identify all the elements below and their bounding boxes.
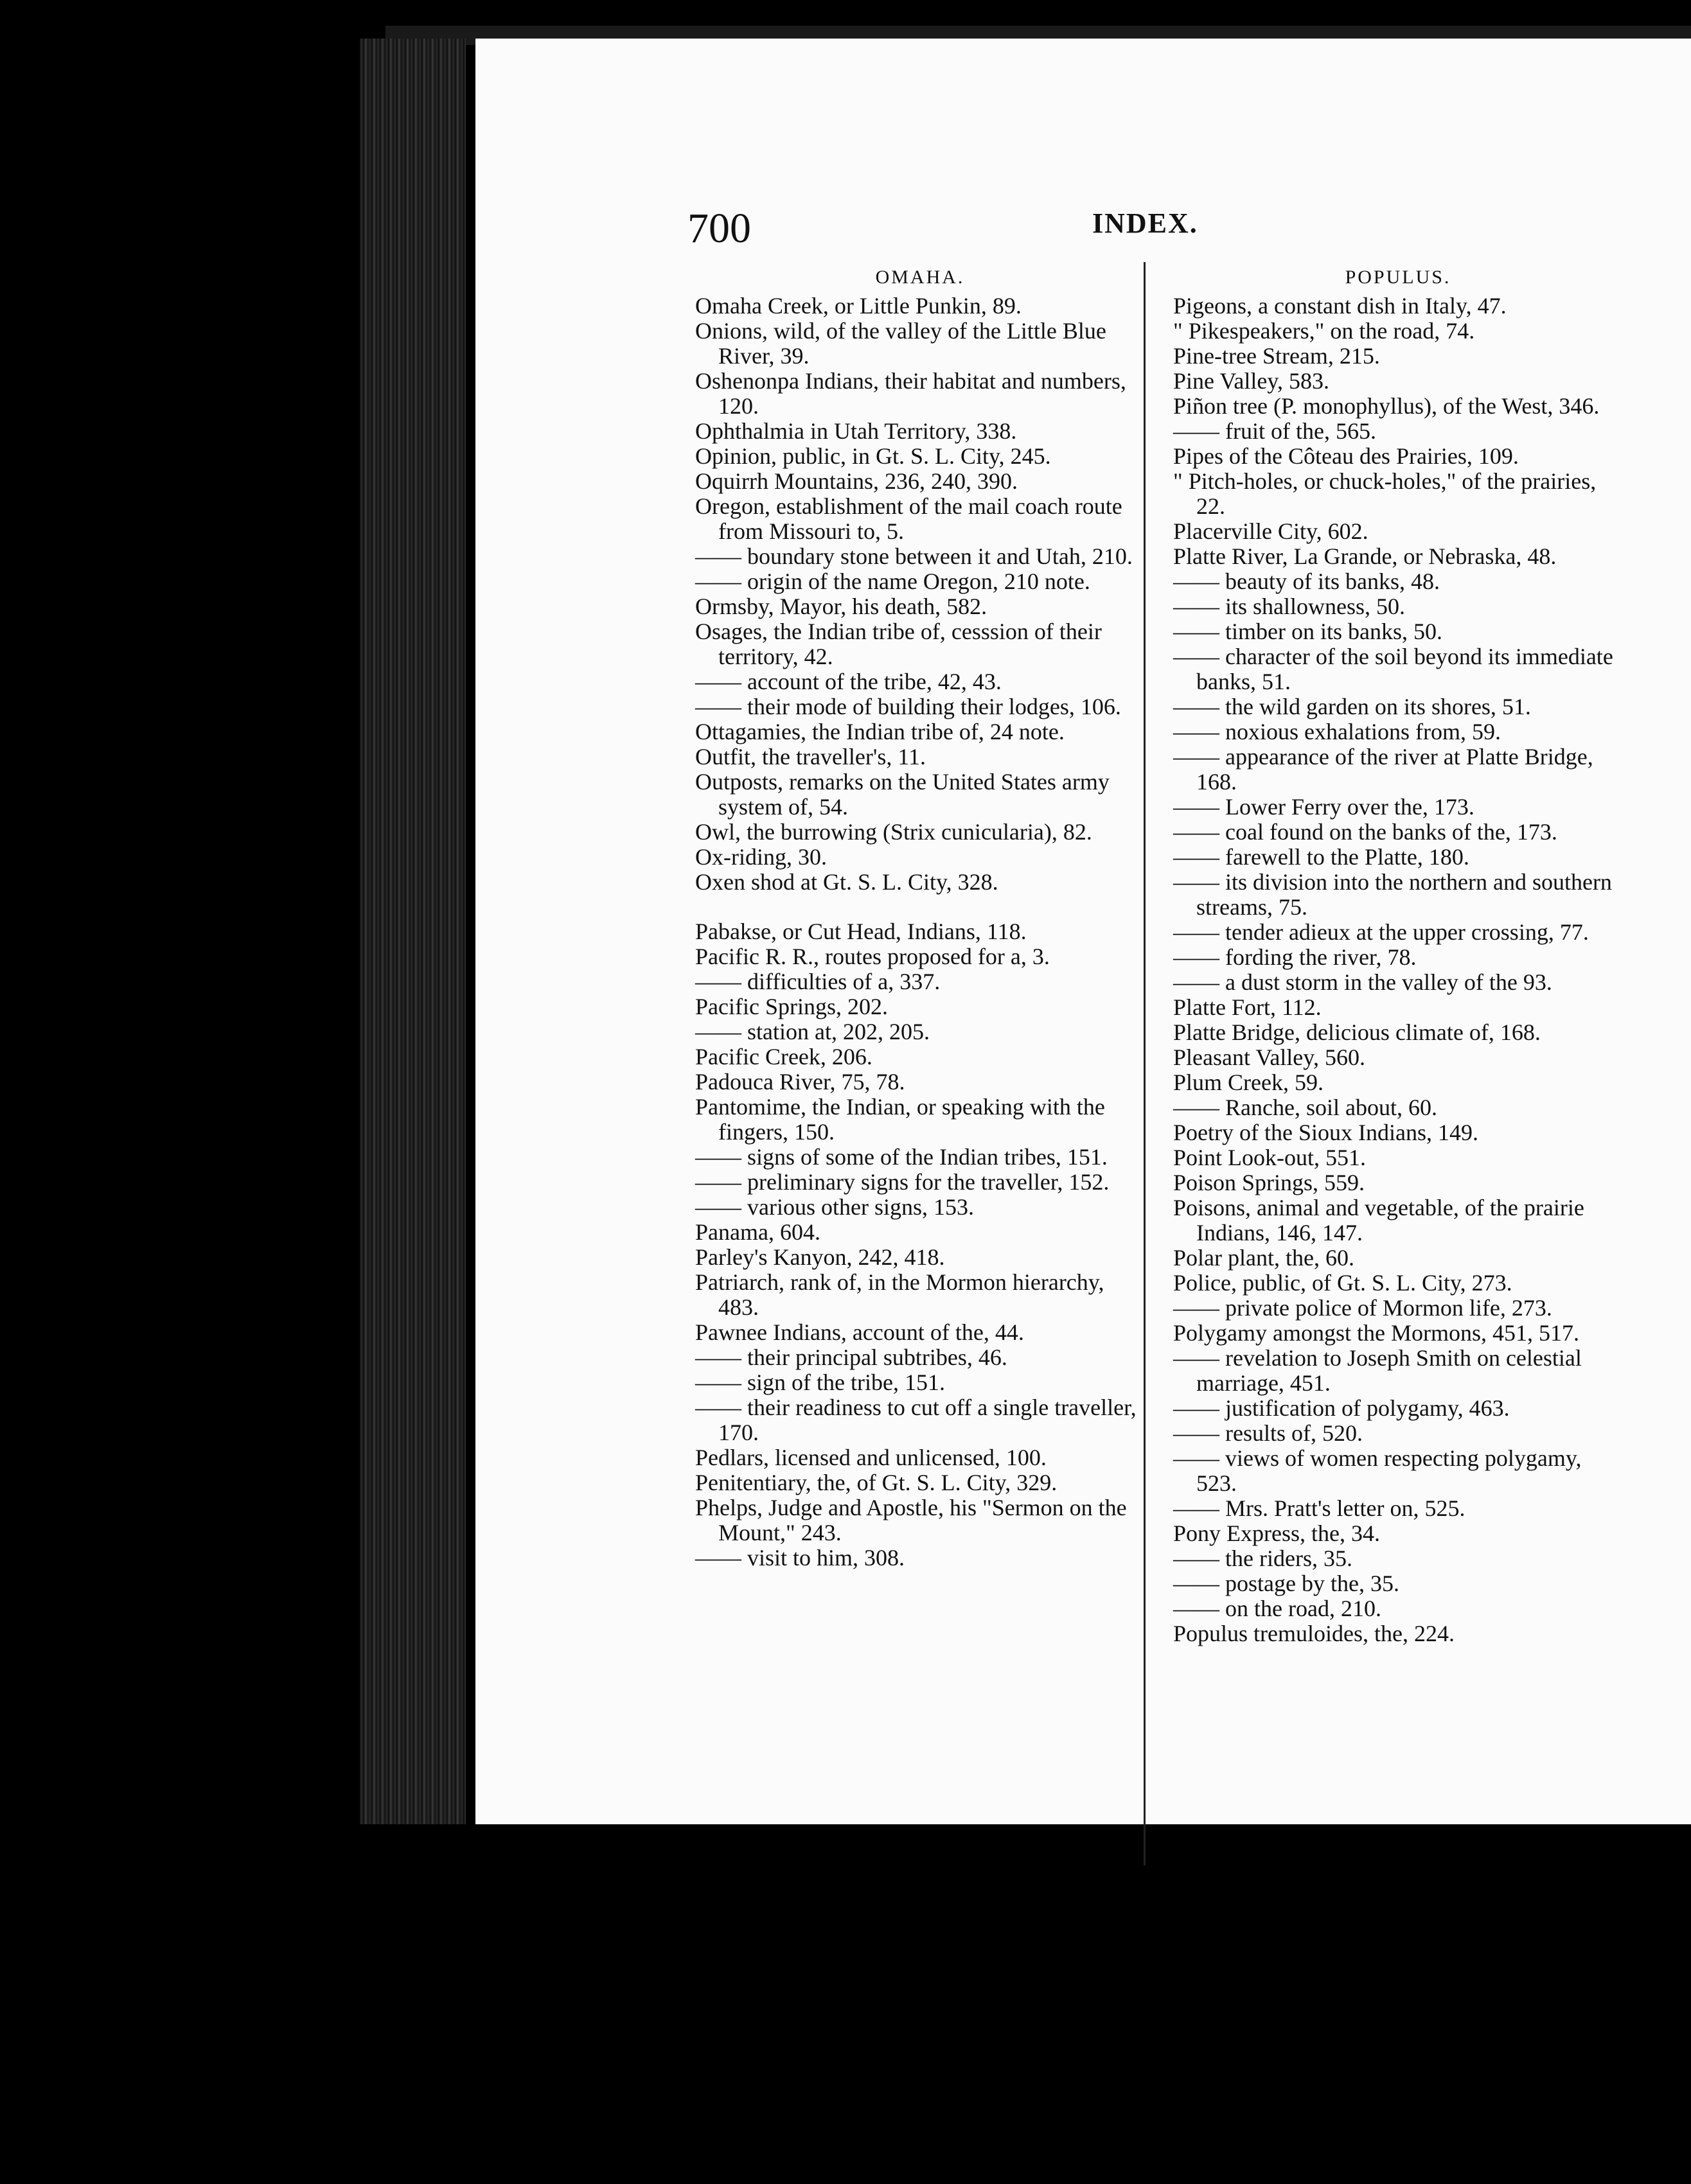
index-entry: —— tender adieux at the upper crossing, 77.: [1173, 919, 1589, 945]
index-entry: Polygamy amongst the Mormons, 451, 517.: [1173, 1320, 1579, 1346]
index-column-left: [695, 265, 1145, 1571]
index-entry: Onions, wild, of the valley of the Little Blue River, 39.: [695, 318, 1106, 369]
index-entry: —— sign of the tribe, 151.: [695, 1369, 945, 1395]
index-entry: Ormsby, Mayor, his death, 582.: [695, 594, 987, 619]
column-heading-left: OMAHA.: [875, 267, 965, 288]
index-entry: —— on the road, 210.: [1173, 1596, 1381, 1621]
index-entry: Pleasant Valley, 560.: [1173, 1044, 1365, 1070]
index-entry: —— their principal subtribes, 46.: [695, 1344, 1007, 1370]
running-head: INDEX.: [1092, 207, 1198, 239]
index-entry: —— character of the soil beyond its immediate banks, 51.: [1173, 644, 1613, 694]
index-entry: Panama, 604.: [695, 1219, 820, 1245]
index-entry: Ottagamies, the Indian tribe of, 24 note.: [695, 719, 1065, 744]
index-entry: —— visit to him, 308.: [695, 1545, 905, 1571]
index-entry: Piñon tree (P. monophyllus), of the West, 346.: [1173, 393, 1600, 419]
index-entry: —— the riders, 35.: [1173, 1546, 1352, 1571]
index-entry: —— preliminary signs for the traveller, 152.: [695, 1169, 1110, 1195]
page-edges: [360, 39, 466, 1824]
index-column-right: [1173, 265, 1623, 1646]
index-entry: Patriarch, rank of, in the Mormon hierarchy, 483.: [695, 1269, 1104, 1320]
index-entry: Oregon, establishment of the mail coach route from Missouri to, 5.: [695, 493, 1122, 544]
index-entry: Pacific Springs, 202.: [695, 994, 888, 1019]
index-entry: —— difficulties of a, 337.: [695, 969, 941, 994]
index-entry: Omaha Creek, or Little Punkin, 89.: [695, 293, 1022, 319]
index-entry: Osages, the Indian tribe of, cesssion of their territory, 42.: [695, 619, 1102, 669]
index-entry: —— farewell to the Platte, 180.: [1173, 844, 1469, 870]
index-entry: Pacific Creek, 206.: [695, 1044, 872, 1070]
index-entry: —— its shallowness, 50.: [1173, 594, 1406, 619]
index-entry: Police, public, of Gt. S. L. City, 273.: [1173, 1270, 1512, 1296]
index-entry: —— fording the river, 78.: [1173, 944, 1417, 970]
index-entry: Outfit, the traveller's, 11.: [695, 744, 926, 770]
index-entry: Pigeons, a constant dish in Italy, 47.: [1173, 293, 1507, 319]
index-entry: Point Look-out, 551.: [1173, 1145, 1367, 1170]
index-entry: Placerville City, 602.: [1173, 518, 1368, 544]
index-entry: " Pitch-holes, or chuck-holes," of the prairies, 22.: [1173, 468, 1597, 519]
index-entry: Oshenonpa Indians, their habitat and numbers, 120.: [695, 368, 1126, 419]
index-entry: Owl, the burrowing (Strix cunicularia), 82.: [695, 819, 1092, 845]
index-entry: —— justification of polygamy, 463.: [1173, 1395, 1510, 1421]
index-entry: Plum Creek, 59.: [1173, 1070, 1324, 1095]
index-entry: Pawnee Indians, account of the, 44.: [695, 1319, 1024, 1345]
index-entry: Populus tremuloides, the, 224.: [1173, 1621, 1455, 1646]
index-entry: —— its division into the northern and southern streams, 75.: [1173, 869, 1612, 920]
index-entry: Pipes of the Côteau des Prairies, 109.: [1173, 443, 1519, 469]
index-entry: —— fruit of the, 565.: [1173, 418, 1376, 444]
index-entry: —— private police of Mormon life, 273.: [1173, 1295, 1552, 1321]
index-entry: Pacific R. R., routes proposed for a, 3.: [695, 944, 1050, 969]
index-entry: —— various other signs, 153.: [695, 1194, 974, 1220]
index-entry: Pantomime, the Indian, or speaking with the fingers, 150.: [695, 1094, 1105, 1145]
index-entry: —— the wild garden on its shores, 51.: [1173, 694, 1531, 719]
index-entry: Outposts, remarks on the United States army system of, 54.: [695, 769, 1110, 820]
index-entry: —— boundary stone between it and Utah, 210.: [695, 543, 1133, 569]
index-entry: Oxen shod at Gt. S. L. City, 328.: [695, 869, 998, 895]
index-entry: —— noxious exhalations from, 59.: [1173, 719, 1501, 744]
index-entry: Opinion, public, in Gt. S. L. City, 245.: [695, 443, 1051, 469]
index-entry: —— their readiness to cut off a single traveller, 170.: [695, 1395, 1137, 1445]
index-entry: —— postage by the, 35.: [1173, 1571, 1399, 1596]
index-entry: Poison Springs, 559.: [1173, 1170, 1365, 1195]
index-entry: —— signs of some of the Indian tribes, 151.: [695, 1144, 1108, 1170]
index-entry: —— a dust storm in the valley of the 93.: [1173, 969, 1552, 995]
index-entry: Parley's Kanyon, 242, 418.: [695, 1244, 945, 1270]
index-entry: —— timber on its banks, 50.: [1173, 619, 1442, 644]
index-entry: " Pikespeakers," on the road, 74.: [1173, 318, 1475, 344]
index-entry: Phelps, Judge and Apostle, his "Sermon on the Mount," 243.: [695, 1495, 1127, 1546]
index-entry: —— account of the tribe, 42, 43.: [695, 669, 1002, 694]
index-entry: Pine Valley, 583.: [1173, 368, 1329, 394]
page-number: 700: [687, 205, 751, 252]
index-entry: Pabakse, or Cut Head, Indians, 118.: [695, 919, 1027, 944]
index-entry: —— Ranche, soil about, 60.: [1173, 1095, 1437, 1120]
index-entry: Oquirrh Mountains, 236, 240, 390.: [695, 468, 1018, 494]
index-entry: Poisons, animal and vegetable, of the prairie Indians, 146, 147.: [1173, 1195, 1584, 1246]
book-page: [475, 39, 1691, 1824]
index-entry: —— revelation to Joseph Smith on celestial marriage, 451.: [1173, 1345, 1582, 1396]
index-entry: Platte Bridge, delicious climate of, 168.: [1173, 1019, 1541, 1045]
index-entry: —— their mode of building their lodges, 106.: [695, 694, 1121, 719]
index-entry: —— station at, 202, 205.: [695, 1019, 930, 1044]
index-entry: Pine-tree Stream, 215.: [1173, 343, 1380, 369]
index-entry: —— origin of the name Oregon, 210 note.: [695, 568, 1090, 594]
index-entry: —— Lower Ferry over the, 173.: [1173, 794, 1474, 820]
index-entry: —— views of women respecting polygamy, 523.: [1173, 1445, 1582, 1496]
column-heading-right: POPULUS.: [1345, 267, 1451, 288]
section-gap: [695, 895, 1145, 919]
index-entry: Poetry of the Sioux Indians, 149.: [1173, 1120, 1478, 1145]
index-entry: Pedlars, licensed and unlicensed, 100.: [695, 1445, 1047, 1470]
index-entry: —— beauty of its banks, 48.: [1173, 568, 1440, 594]
index-entry: —— appearance of the river at Platte Bridge, 168.: [1173, 744, 1593, 795]
index-entry: —— coal found on the banks of the, 173.: [1173, 819, 1557, 845]
index-entry: Penitentiary, the, of Gt. S. L. City, 329.: [695, 1470, 1058, 1495]
index-entry: Ox-riding, 30.: [695, 844, 827, 870]
index-entry: —— Mrs. Pratt's letter on, 525.: [1173, 1495, 1465, 1521]
index-entry: Pony Express, the, 34.: [1173, 1520, 1380, 1546]
index-entry: Platte Fort, 112.: [1173, 994, 1322, 1020]
index-entry: Padouca River, 75, 78.: [695, 1069, 905, 1095]
index-entry: —— results of, 520.: [1173, 1420, 1363, 1446]
index-entry: Polar plant, the, 60.: [1173, 1245, 1354, 1271]
index-entry: Platte River, La Grande, or Nebraska, 48.: [1173, 543, 1557, 569]
index-entry: Ophthalmia in Utah Territory, 338.: [695, 418, 1017, 444]
